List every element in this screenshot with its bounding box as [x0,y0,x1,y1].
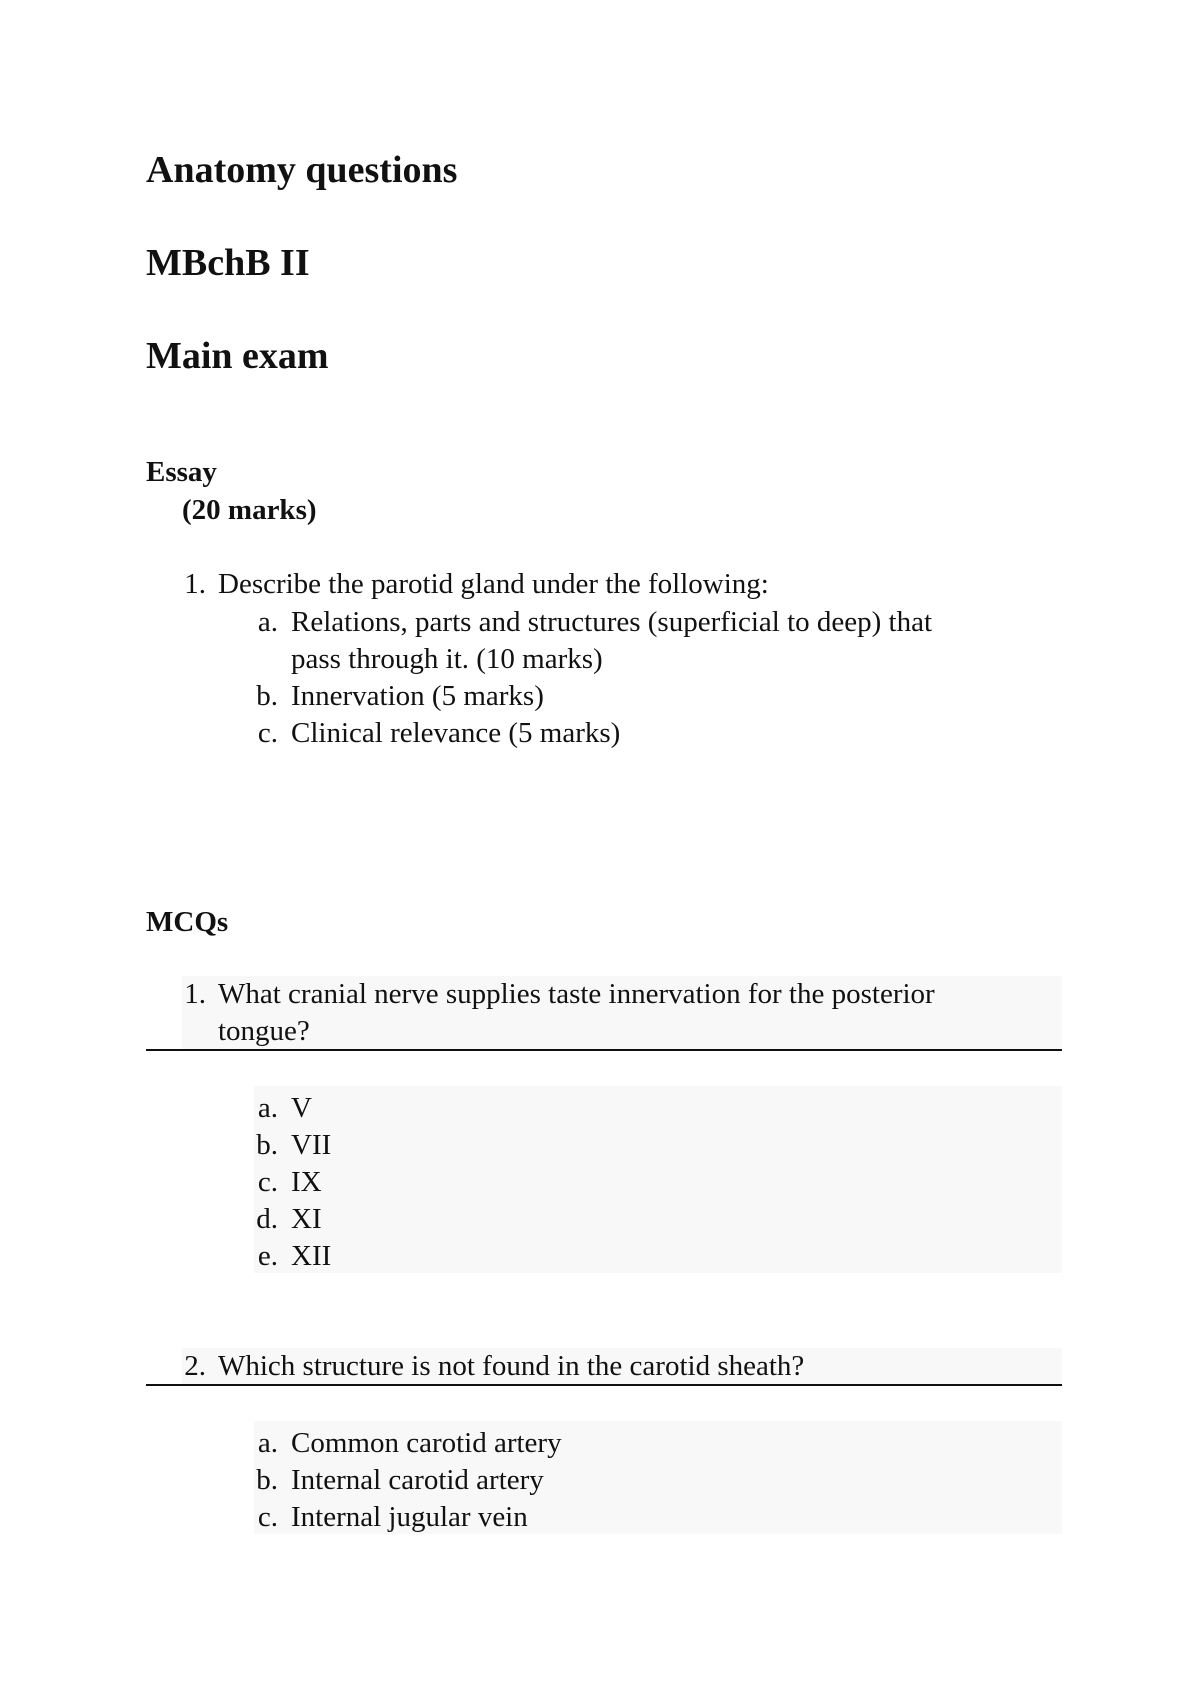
essay-part-b [0,678,1200,715]
mcq-option-text: VII [291,1129,332,1161]
mcq-option-letter: b. [256,1129,278,1161]
mcq-option [0,1425,1200,1462]
document-title: Anatomy questions [146,149,458,191]
mcq-option-letter: c. [257,1501,278,1533]
mcq-question-1-continued [0,1013,1200,1050]
mcqs-label: MCQs [146,906,229,938]
essay-part-letter: a. [257,606,278,638]
mcq-option-letter: a. [257,1427,278,1459]
mcq-option-letter: a. [257,1092,278,1124]
mcq-option-letter: d. [256,1203,278,1235]
mcq-question-text: What cranial nerve supplies taste innervation for the posterior [218,978,935,1010]
mcq-question-1 [0,976,1200,1013]
answer-line [146,1384,1062,1386]
essay-part-a-continued [0,641,1200,678]
mcq-option-text: Internal carotid artery [291,1464,544,1496]
essay-part-c [0,715,1200,752]
essay-part-letter: b. [256,680,278,712]
essay-marks: (20 marks) [182,494,317,526]
mcq-option [0,1201,1200,1238]
mcq-option-text: Internal jugular vein [291,1501,528,1533]
mcq-option [0,1462,1200,1499]
mcq-option [0,1127,1200,1164]
essay-part-a [0,604,1200,641]
essay-part-text: Innervation (5 marks) [291,680,544,712]
mcq-option [0,1090,1200,1127]
mcq-option [0,1238,1200,1275]
mcq-option-text: IX [291,1166,322,1198]
mcq-option-text: Common carotid artery [291,1427,562,1459]
mcq-option-text: XI [291,1203,322,1235]
mcq-question-text: Which structure is not found in the carotid sheath? [218,1350,805,1382]
mcq-question-number: 2. [184,1350,206,1382]
mcq-option-text: XII [291,1240,332,1272]
answer-line [146,1049,1062,1051]
essay-question-number: 1. [184,568,206,600]
essay-part-text: Relations, parts and structures (superficial to deep) that [291,606,933,638]
mcq-option [0,1499,1200,1536]
mcq-question-number: 1. [184,978,206,1010]
essay-question-text: Describe the parotid gland under the following: [218,568,769,600]
mcq-question-2 [0,1348,1200,1385]
essay-part-text: pass through it. (10 marks) [291,643,603,675]
mcq-option-text: V [291,1092,312,1124]
course-heading: MBchB II [146,242,310,284]
essay-label: Essay [146,456,217,488]
mcq-option [0,1164,1200,1201]
essay-question [0,566,1200,603]
mcq-option-letter: c. [257,1166,278,1198]
mcq-option-letter: e. [257,1240,278,1272]
essay-part-text: Clinical relevance (5 marks) [291,717,621,749]
mcq-question-text: tongue? [218,1015,310,1047]
essay-part-letter: c. [257,717,278,749]
mcq-option-letter: b. [256,1464,278,1496]
exam-heading: Main exam [146,335,329,377]
